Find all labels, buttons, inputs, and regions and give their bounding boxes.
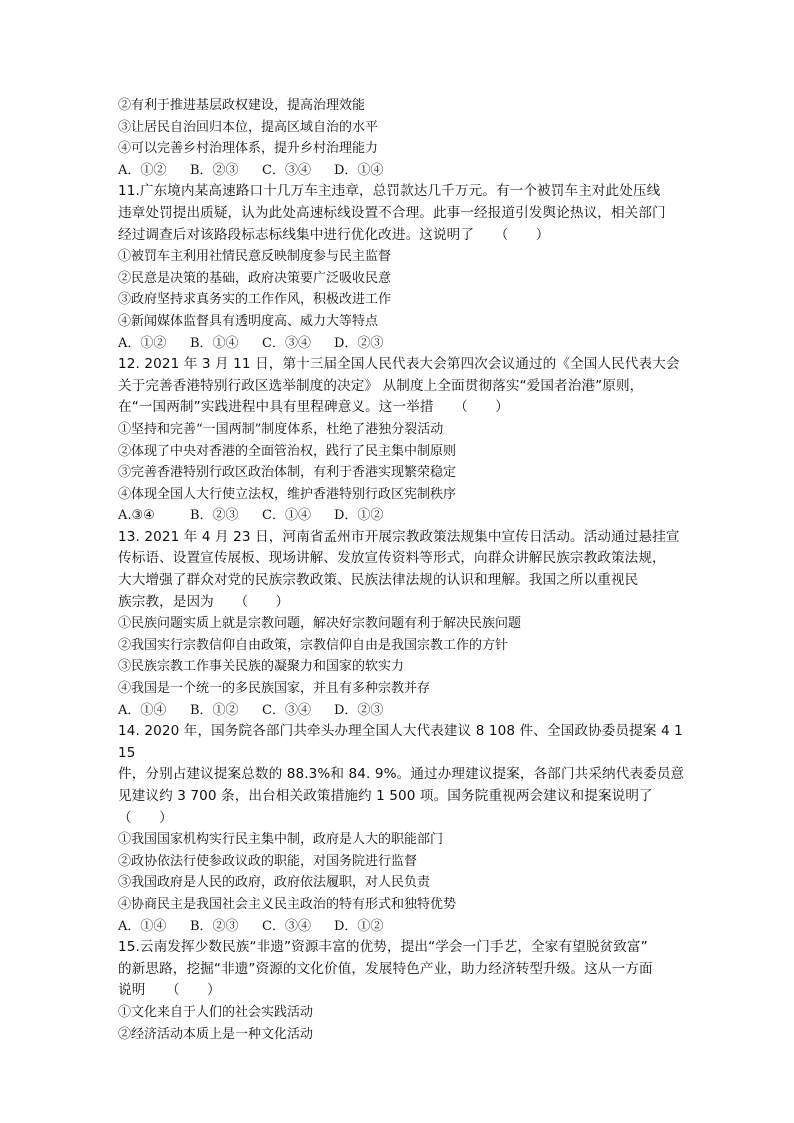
option-line: ③民族宗教工作事关民族的凝聚力和国家的软实力	[118, 659, 405, 675]
question-stem-line: 14. 2020 年，国务院各部门共牵头办理全国人大代表建议 8 108 件、全国政协委员提案 4 1	[118, 723, 683, 740]
question-stem-line: 族宗教，是因为 （ ）	[118, 593, 290, 610]
option-line: ②有利于推进基层政权建设，提高治理效能	[118, 98, 366, 113]
question-stem-line: 经过调查后对该路段标志标线集中进行优化改进。这说明了 （ ）	[118, 226, 550, 243]
question-stem-line: 关于完善香港特别行政区选举制度的决定》 从制度上全面贯彻落实“爱国者治港”原则，	[118, 377, 644, 394]
question-stem-line: 违章处罚提出质疑，认为此处高速标线设置不合理。此事一经报道引发舆论热议，相关部门	[118, 204, 666, 221]
answer-choice: A.③④	[118, 508, 155, 524]
answer-choices	[118, 916, 678, 938]
option-line: ①坚持和完善“一国两制”制度体系，杜绝了港独分裂活动	[118, 421, 444, 437]
answer-choice: C．③④	[262, 918, 311, 934]
option-line: ②体现了中央对香港的全面管治权，践行了民主集中制原则	[118, 443, 457, 459]
question-stem-line: 传标语、设置宣传展板、现场讲解、发放宣传资料等形式，向群众讲解民族宗教政策法规，	[118, 550, 666, 567]
answer-choices	[118, 505, 678, 527]
question-stem-line: 12. 2021 年 3 月 11 日，第十三届全国人民代表大会第四次会议通过的《全国人民代表大会	[118, 356, 680, 373]
option-line: ②民意是决策的基础，政府决策要广泛吸收民意	[118, 270, 392, 286]
question-stem-line: 见建议约 3 700 条，出台相关政策措施约 1 500 项。国务院重视两会建议和提案说明了	[118, 788, 653, 804]
question-stem-line: 15.云南发挥少数民族“非遗”资源丰富的优势，提出“学会一门手艺，全家有望脱贫致富”	[118, 939, 648, 956]
option-line: ③我国政府是人民的政府，政府依法履职，对人民负责	[118, 875, 431, 891]
answer-choice: D．②③	[334, 702, 384, 718]
answer-choice: A．①②	[118, 335, 167, 351]
answer-choice: A．①④	[118, 918, 167, 934]
option-line: ④可以完善乡村治理体系，提升乡村治理能力	[118, 141, 379, 157]
answer-choices	[118, 333, 678, 355]
question-stem-line: 的新思路，挖掘“非遗”资源的文化价值，发展特色产业，助力经济转型升级。这从一方面	[118, 960, 653, 977]
question-stem-line: （ ）	[118, 809, 173, 826]
question-stem-line: 说明 （ ）	[118, 982, 221, 999]
option-line: ④体现全国人大行使立法权，维护香港特别行政区宪制秩序	[118, 486, 457, 502]
question-stem-line: 大大增强了群众对党的民族宗教政策、民族法律法规的认识和理解。我国之所以重视民	[118, 572, 639, 589]
answer-choice: C．③④	[262, 162, 311, 178]
option-line: ③完善香港特别行政区政治体制，有利于香港实现繁荣稳定	[118, 465, 457, 481]
answer-choice: B．②③	[190, 918, 239, 934]
answer-choice: D．②③	[334, 335, 384, 351]
option-line: ②经济活动本质上是一种文化活动	[118, 1026, 314, 1042]
option-line: ①民族问题实质上就是宗教问题，解决好宗教问题有利于解决民族问题	[118, 616, 522, 632]
option-line: ④新闻媒体监督具有透明度高、威力大等特点	[118, 313, 379, 329]
option-line: ②我国实行宗教信仰自由政策，宗教信仰自由是我国宗教工作的方针	[118, 637, 509, 653]
option-line: ④协商民主是我国社会主义民主政治的特有形式和独特优势	[118, 896, 457, 912]
answer-choice: C．③④	[262, 335, 311, 351]
answer-choice: C．①④	[262, 508, 311, 524]
question-stem-line: 件，分别占建议提案总数的 88.3%和 84. 9%。通过办理建议提案，各部门共采纳代表委员意	[118, 766, 685, 783]
answer-choice: B．①④	[190, 335, 239, 351]
option-line: ①被罚车主利用社情民意反映制度参与民主监督	[118, 249, 392, 265]
answer-choice: D．①②	[334, 918, 384, 934]
answer-choice: B．②③	[190, 508, 239, 524]
answer-choice: A．①②	[118, 162, 167, 178]
question-stem-line: 在“一国两制”实践进程中具有里程碑意义。这一举措 （ ）	[118, 399, 509, 416]
question-stem-line: 15	[118, 744, 136, 761]
document-page	[118, 95, 685, 1045]
answer-choices	[118, 160, 678, 182]
option-line: ①我国国家机构实行民主集中制，政府是人大的职能部门	[118, 832, 444, 848]
option-line: ①文化来自于人们的社会实践活动	[118, 1004, 314, 1020]
option-line: ③政府坚持求真务实的工作作风，积极改进工作	[118, 292, 392, 308]
question-stem-line: 13. 2021 年 4 月 23 日，河南省孟州市开展宗教政策法规集中宣传日活动。活动通过悬挂宣	[118, 528, 680, 545]
answer-choice: D．①②	[334, 508, 384, 524]
answer-choice: D．①④	[334, 162, 384, 178]
answer-choice: C．③④	[262, 702, 311, 718]
option-line: ③让居民自治回归本位，提高区域自治的水平	[118, 119, 379, 135]
option-line: ④我国是一个统一的多民族国家，并且有多种宗教并存	[118, 681, 431, 697]
answer-choice: B．①②	[190, 702, 239, 718]
answer-choices	[118, 700, 678, 722]
question-stem-line: 11.广东境内某高速路口十几万车主违章，总罚款达几千万元。有一个被罚车主对此处压线	[118, 183, 661, 200]
answer-choice: A．①④	[118, 702, 167, 718]
option-line: ②政协依法行使参政议政的职能，对国务院进行监督	[118, 853, 418, 869]
answer-choice: B．②③	[190, 162, 239, 178]
